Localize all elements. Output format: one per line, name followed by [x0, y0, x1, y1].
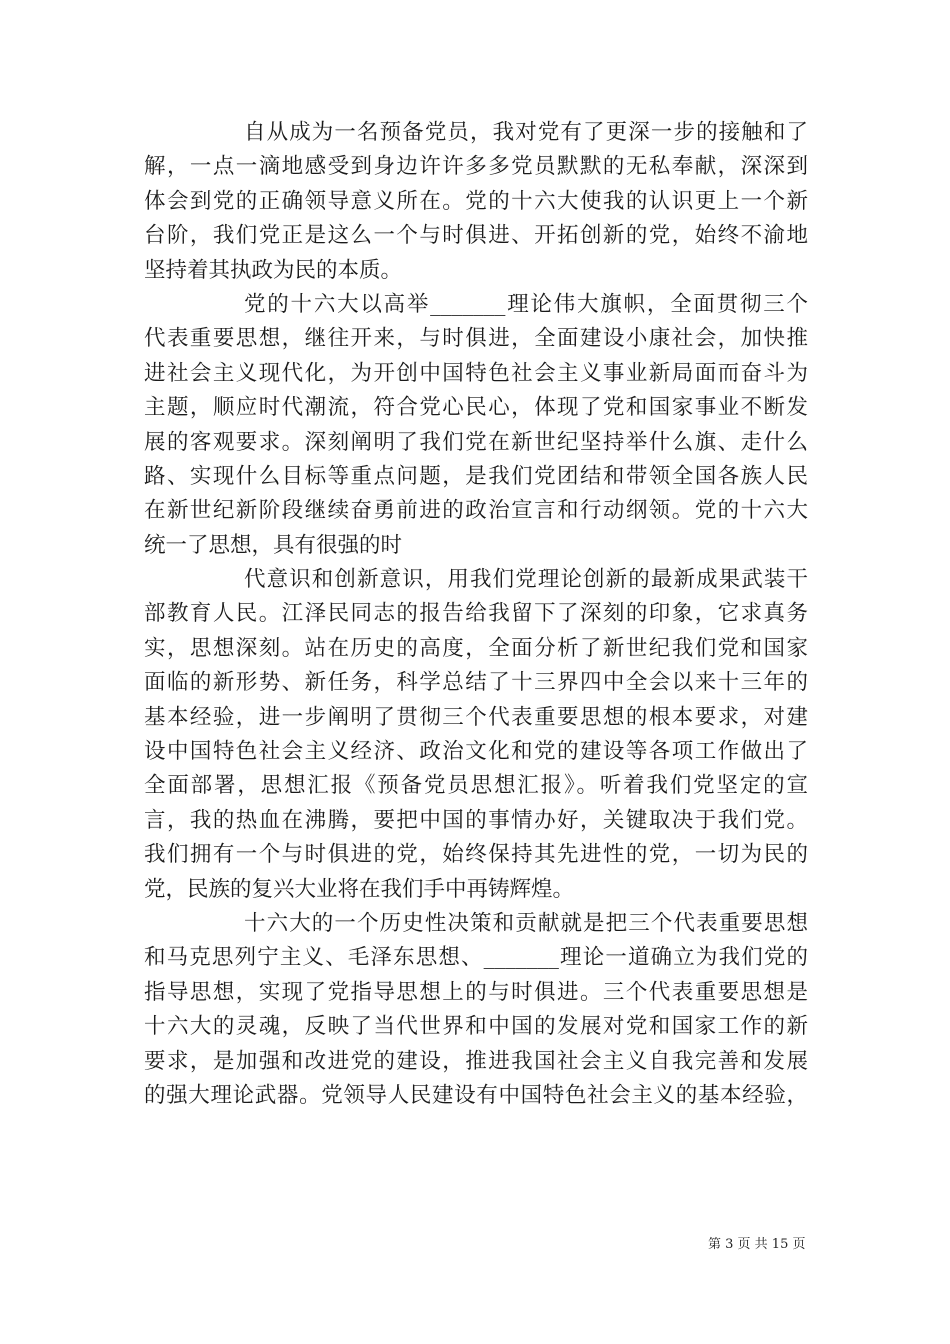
paragraph-1-line-2: 解，一点一滴地感受到身边许许多多党员默默的无私奉献，深深到 — [144, 154, 808, 180]
paragraph-2-line-1: 党的十六大以高举_______理论伟大旗帜，全面贯彻三个 — [244, 291, 808, 317]
paragraph-3-line-10: 党，民族的复兴大业将在我们手中再铸辉煌。 — [144, 876, 575, 902]
paragraph-3-line-2: 部教育人民。江泽民同志的报告给我留下了深刻的印象，它求真务 — [144, 601, 808, 627]
paragraph-1-line-4: 台阶，我们党正是这么一个与时俱进、开拓创新的党，始终不渝地 — [144, 223, 808, 249]
paragraph-3-line-8: 言，我的热血在沸腾，要把中国的事情办好，关键取决于我们党。 — [144, 807, 808, 833]
paragraph-3-line-3: 实，思想深刻。站在历史的高度，全面分析了新世纪我们党和国家 — [144, 635, 808, 661]
paragraph-4-line-3: 指导思想，实现了党指导思想上的与时俱进。三个代表重要思想是 — [144, 979, 808, 1005]
paragraph-4-line-4: 十六大的灵魂，反映了当代世界和中国的发展对党和国家工作的新 — [144, 1014, 808, 1040]
document-body — [144, 116, 808, 1113]
paragraph-4-line-6: 的强大理论武器。党领导人民建设有中国特色社会主义的基本经验， — [144, 1082, 808, 1108]
paragraph-3-line-4: 面临的新形势、新任务，科学总结了十三界四中全会以来十三年的 — [144, 670, 808, 696]
paragraph-3-line-1: 代意识和创新意识，用我们党理论创新的最新成果武装干 — [244, 567, 808, 593]
paragraph-1-line-1: 自从成为一名预备党员，我对党有了更深一步的接触和了 — [244, 120, 808, 145]
paragraph-2-line-6: 路、实现什么目标等重点问题，是我们党团结和带领全国各族人民 — [144, 463, 808, 489]
paragraph-2-line-5: 展的客观要求。深刻阐明了我们党在新世纪坚持举什么旗、走什么 — [144, 429, 808, 455]
paragraph-3-line-9: 我们拥有一个与时俱进的党，始终保持其先进性的党，一切为民的 — [144, 842, 808, 868]
paragraph-3-line-5: 基本经验，进一步阐明了贯彻三个代表重要思想的根本要求，对建 — [144, 704, 808, 730]
paragraph-4-line-5: 要求，是加强和改进党的建设，推进我国社会主义自我完善和发展 — [144, 1048, 808, 1074]
page-number-footer: 第 3 页 共 15 页 — [708, 1237, 806, 1252]
paragraph-2-line-8: 统一了思想，具有很强的时 — [144, 532, 403, 558]
paragraph-3-line-7: 全面部署，思想汇报《预备党员思想汇报》。听着我们党坚定的宣 — [144, 773, 808, 799]
paragraph-2-line-2: 代表重要思想，继往开来，与时俱进，全面建设小康社会，加快推 — [144, 326, 808, 352]
paragraph-3-line-6: 设中国特色社会主义经济、政治文化和党的建设等各项工作做出了 — [144, 739, 808, 765]
paragraph-2-line-3: 进社会主义现代化，为开创中国特色社会主义事业新局面而奋斗为 — [144, 360, 808, 386]
paragraph-4-line-1: 十六大的一个历史性决策和贡献就是把三个代表重要思想 — [244, 910, 808, 936]
paragraph-4-line-2: 和马克思列宁主义、毛泽东思想、_______理论一道确立为我们党的 — [144, 945, 808, 971]
paragraph-1-line-3: 体会到党的正确领导意义所在。党的十六大使我的认识更上一个新 — [144, 188, 808, 214]
paragraph-2-line-7: 在新世纪新阶段继续奋勇前进的政治宣言和行动纲领。党的十六大 — [144, 498, 808, 524]
paragraph-1-line-5: 坚持着其执政为民的本质。 — [144, 257, 403, 283]
paragraph-2-line-4: 主题，顺应时代潮流，符合党心民心，体现了党和国家事业不断发 — [144, 395, 808, 421]
